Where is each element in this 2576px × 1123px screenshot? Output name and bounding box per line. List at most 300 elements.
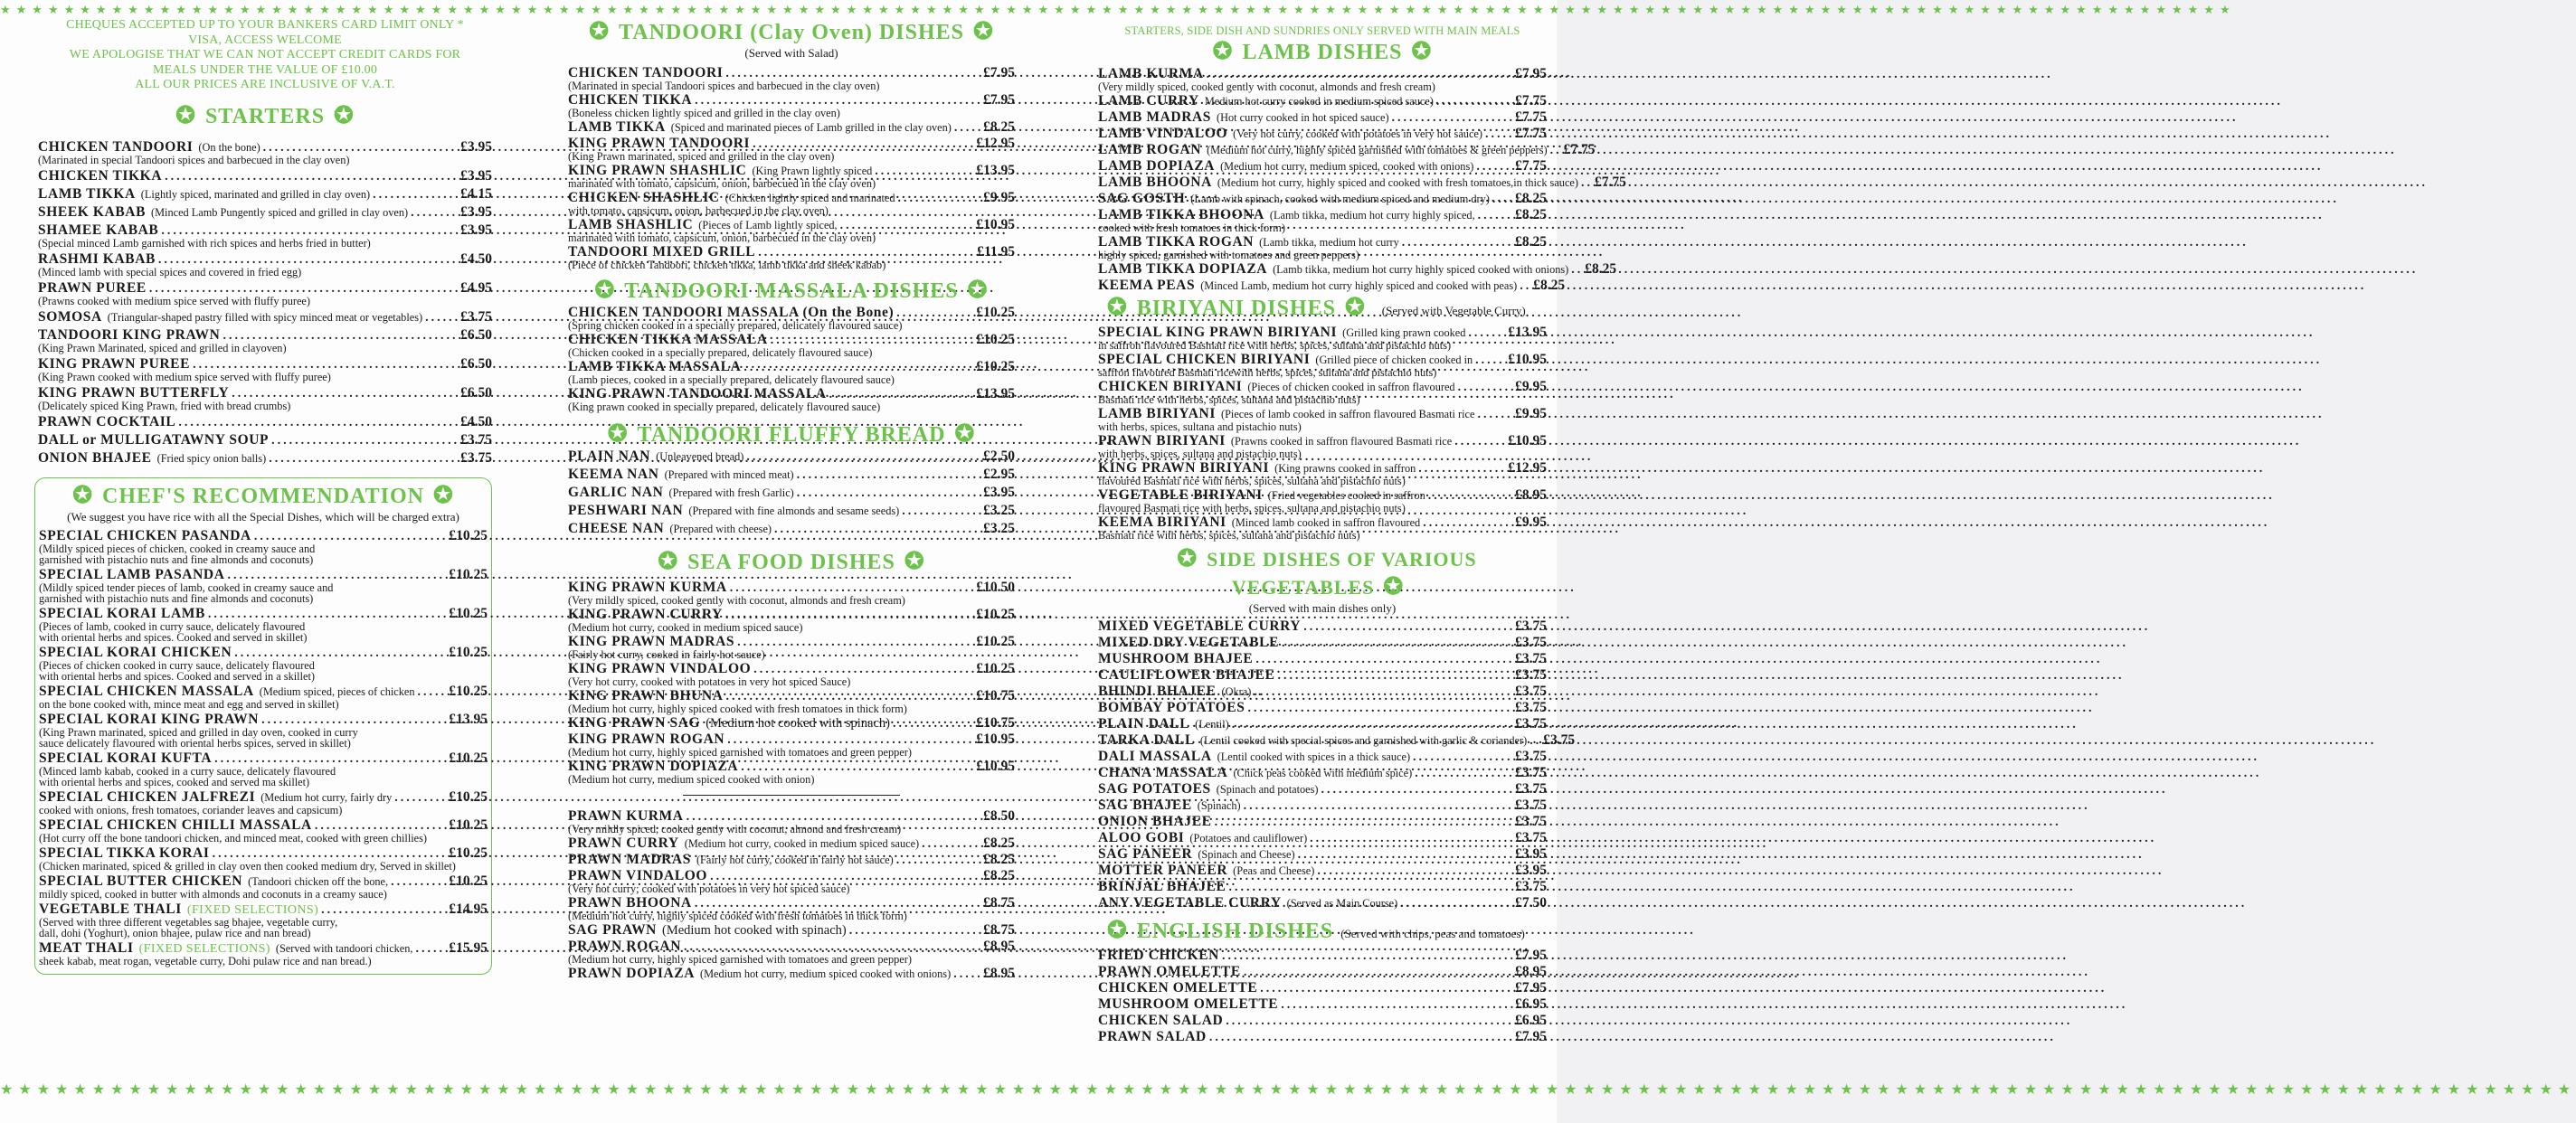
menu-item-price: £10.25: [449, 527, 488, 543]
menu-item-description: (Chicken marinated, spiced & grilled in clay oven then cooked medium dry, Served in skillet): [39, 859, 456, 873]
leader-dots: [1244, 798, 1513, 814]
menu-item-description: sauce delicately flavoured with oriental herbs spices, served in skillet): [39, 736, 351, 750]
menu-item: [1098, 487, 1547, 514]
menu-item: [39, 750, 488, 788]
section-title-text: TANDOORI FLUFFY BREAD: [637, 423, 946, 447]
menu-item: [1098, 191, 1547, 207]
menu-item-line: [39, 684, 488, 700]
menu-item-tag: (FIXED SELECTIONS): [186, 902, 319, 917]
menu-item-name: SPECIAL KORAI KING PRAWN: [39, 711, 260, 727]
menu-item-name: PRAWN BHOONA: [568, 895, 692, 911]
menu-item-name: SAG PANEER: [1098, 846, 1193, 862]
menu-item-name: CHICKEN TIKKA MASSALA: [568, 332, 768, 347]
leader-dots: [1418, 461, 1505, 477]
menu-item-price: £13.95: [976, 386, 1015, 401]
item-list: [1098, 618, 1576, 911]
menu-item-price: £8.95: [983, 939, 1015, 954]
menu-item-price: £8.75: [983, 922, 1015, 938]
menu-item-price: £10.25: [976, 305, 1015, 320]
item-list: [1098, 325, 1547, 542]
menu-item-price: £10.25: [449, 816, 488, 833]
menu-item-name: MOTTER PANEER: [1098, 863, 1228, 878]
star-icon: ✪: [594, 277, 616, 303]
menu-item-inline-desc: (Medium hot curry, cooked in medium spiced sauce): [684, 837, 920, 850]
leader-dots: [1278, 668, 1513, 684]
menu-item-inline-desc: (Grilled king prawn cooked: [1342, 326, 1466, 339]
leader-dots: [1317, 863, 1512, 879]
menu-item-description: (Hot curry off the bone tandoori chicken, and minced meat, cooked with green chillies): [39, 831, 427, 845]
menu-item-name: PRAWN KURMA: [568, 808, 684, 824]
menu-item-price: £3.75: [1515, 716, 1547, 731]
section-title-text: STARTERS: [204, 104, 326, 128]
menu-item: [39, 712, 488, 750]
menu-item-tag: (FIXED SELECTIONS): [138, 941, 270, 956]
menu-item: [568, 922, 1015, 939]
leader-dots: [1209, 1030, 1512, 1045]
menu-item: [568, 305, 1015, 332]
menu-item-name: FRIED CHICKEN: [1098, 948, 1219, 963]
menu-item-name: SAG BHAJEE: [1098, 797, 1192, 813]
leader-dots: [1530, 733, 1540, 749]
menu-item-name: KING PRAWN PUREE: [38, 355, 191, 372]
menu-item-price: £10.75: [976, 688, 1015, 703]
menu-item-description: marinated with tomato, capsicum, onion, barbecued in the clay oven): [568, 177, 876, 190]
menu-item-name: SPECIAL BUTTER CHICKEN: [39, 873, 243, 889]
menu-item-name: ONION BHAJEE: [1098, 814, 1212, 829]
menu-item-line: [568, 448, 1015, 465]
menu-item: [568, 939, 1015, 966]
menu-item: [1098, 514, 1547, 542]
menu-item: [1098, 781, 1547, 797]
menu-item-price: £3.75: [1515, 618, 1547, 634]
leader-dots: [954, 120, 980, 136]
menu-item-description: in saffron flavoured Basmati rice with herbs, spices, sultana and pistachio nuts): [1098, 339, 1452, 352]
menu-item: [38, 186, 492, 203]
menu-item: [568, 65, 1015, 92]
leader-dots: [425, 310, 458, 326]
star-icon: ✪: [1383, 573, 1405, 599]
menu-item-description: (Very mildly spiced, cooked gently with coconut, almonds and fresh cream): [1098, 80, 1435, 93]
menu-item-line: [38, 356, 492, 373]
leader-dots: [1476, 159, 1512, 175]
menu-item-price: £2.50: [983, 448, 1015, 464]
menu-item-price: £3.75: [1515, 651, 1547, 666]
menu-item: [39, 940, 488, 967]
menu-item-line: [1098, 191, 1547, 207]
menu-item-line: [568, 852, 1015, 868]
menu-item-line: [39, 528, 488, 544]
section-title: [38, 102, 492, 130]
menu-item-name: MIXED DRY VEGETABLE: [1098, 635, 1280, 650]
menu-item-name: MUSHROOM BHAJEE: [1098, 651, 1254, 666]
menu-item-description: (Very mildly spiced, cooked gently with coconut, almond and fresh cream): [568, 823, 902, 835]
star-icon: ✪: [175, 101, 196, 128]
leader-dots: [1400, 896, 1512, 911]
leader-dots: [315, 818, 447, 834]
leader-dots: [797, 467, 980, 483]
leader-dots: [1454, 434, 1505, 449]
menu-item-price: £6.95: [1515, 996, 1547, 1012]
menu-item-line: [568, 922, 1015, 939]
section-starters: [38, 102, 492, 467]
star-icon: ✪: [607, 420, 629, 447]
menu-item-line: [1098, 781, 1547, 797]
menu-item-price: £8.25: [983, 868, 1015, 883]
menu-item-line: [1098, 1013, 1547, 1029]
menu-item-line: [1098, 618, 1547, 635]
menu-item-line: [568, 503, 1015, 519]
menu-item-inline-desc: (Lamb tikka, medium hot curry highly spiced,: [1269, 209, 1475, 222]
leader-dots: [896, 853, 980, 868]
menu-item: [39, 528, 488, 566]
menu-item: [38, 414, 492, 430]
leader-dots: [161, 223, 458, 239]
menu-item-line: [568, 715, 1015, 731]
menu-item-price: £10.25: [976, 661, 1015, 676]
menu-item-description: (Minced lamb with special spices and covered in fried egg): [38, 265, 302, 278]
menu-item-name: BRINJAL BHAJEE: [1098, 879, 1226, 894]
menu-item-description: with tomato, capsicum, onion, barbecued in the clay oven): [568, 204, 829, 217]
menu-item-price: £9.95: [1515, 379, 1547, 394]
menu-item: [38, 280, 492, 307]
menu-item-line: [1098, 158, 1547, 175]
menu-item-name: LAMB BIRIYANI: [1098, 406, 1216, 421]
menu-item-name: SAG GOSTH: [1098, 191, 1186, 206]
leader-dots: [208, 607, 446, 622]
menu-item: [1098, 207, 1547, 234]
menu-item: [568, 688, 1015, 715]
payment-notice: [38, 18, 492, 93]
menu-item-name: KING PRAWN ROGAN: [568, 731, 725, 747]
chefs-recommendation-box: [34, 477, 492, 975]
leader-dots: [149, 281, 458, 297]
menu-item-line: [38, 222, 492, 239]
menu-item-line: [568, 966, 1015, 982]
menu-item-name: SPECIAL CHICKEN CHILLI MASSALA: [39, 816, 312, 833]
menu-item-description: (Chicken cooked in a specially prepared, delicately flavoured sauce): [568, 346, 873, 359]
menu-item-inline-desc: (Fried vegetables cooked in saffron: [1267, 489, 1425, 502]
menu-item-price: £3.75: [1543, 732, 1576, 748]
menu-item-description: (Piece of chicken Tandoori, chicken tikka, lamb tikka and sheek kabab): [568, 259, 886, 271]
menu-item-price: £8.25: [1515, 234, 1547, 250]
menu-item: [1098, 1013, 1547, 1029]
menu-item: [1098, 109, 1547, 126]
section-title-text: CHEF'S RECOMMENDATION: [102, 484, 424, 508]
menu-item-price: £3.95: [983, 485, 1015, 500]
menu-item-name: PRAWN CURRY: [568, 835, 679, 851]
leader-dots: [165, 169, 458, 184]
menu-item-name: SPECIAL LAMB PASANDA: [39, 566, 225, 582]
menu-item-price: £10.25: [976, 634, 1015, 649]
menu-item-price: £7.75: [1594, 175, 1626, 190]
menu-item-price: £10.95: [976, 217, 1015, 232]
menu-item-name: KEEMA BIRIYANI: [1098, 514, 1226, 530]
item-list: [568, 580, 1015, 786]
menu-item-inline-desc: (King prawns cooked in saffron: [1274, 462, 1416, 475]
leader-dots: [953, 967, 980, 982]
menu-item-inline-desc: (Medium hot curry, highly spiced and cooked with fresh tomatoes,in thick sauce): [1217, 176, 1578, 189]
menu-item-line: [1098, 879, 1547, 895]
leader-dots: [418, 684, 447, 700]
menu-item: [1098, 158, 1547, 175]
menu-item-line: [1098, 863, 1547, 879]
menu-item-price: £2.95: [983, 467, 1015, 482]
menu-item-line: [1098, 948, 1547, 964]
leader-dots: [1298, 847, 1513, 863]
menu-item-name: SPECIAL CHICKEN MASSALA: [39, 683, 254, 699]
menu-item-name: SPECIAL KORAI LAMB: [39, 605, 205, 621]
menu-item-description: flavoured Basmati rice with herbs, spices, sultana and pistachio nuts): [1098, 502, 1406, 514]
menu-item-name: KING PRAWN DOPIAZA: [568, 759, 739, 774]
menu-item-description: with herbs, spices, sultana and pistachio nuts): [1098, 420, 1302, 433]
menu-item-price: £3.25: [983, 503, 1015, 518]
section-seafood: [568, 548, 1015, 982]
menu-item: [1098, 684, 1547, 700]
menu-item-line: [1098, 716, 1547, 732]
menu-item-description: (Medium hot curry, highly spiced garnished with tomatoes and green pepper): [568, 953, 912, 966]
menu-item: [1098, 66, 1547, 93]
menu-item-price: £13.95: [449, 711, 488, 727]
leader-dots: [373, 187, 458, 203]
menu-item: [38, 309, 492, 326]
menu-item-name: CHICKEN SALAD: [1098, 1013, 1224, 1028]
menu-item-name: BHINDI BHAJEE: [1098, 684, 1217, 699]
menu-item: [568, 163, 1015, 190]
menu-item-price: £13.95: [976, 163, 1015, 178]
menu-item-description: with herbs, spices, sultana and pistachio nuts): [1098, 448, 1302, 460]
menu-item: [1098, 980, 1547, 996]
menu-item-inline-desc: (Lentil): [1195, 718, 1229, 731]
item-list: [39, 528, 488, 967]
item-list: [1098, 66, 1626, 294]
leader-dots: [1310, 831, 1512, 846]
menu-item-line: [39, 645, 488, 661]
menu-item-price: £7.75: [1515, 126, 1547, 141]
menu-item: [568, 661, 1015, 688]
menu-item-name: MIXED VEGETABLE CURRY: [1098, 618, 1302, 634]
menu-item: [1098, 879, 1547, 895]
leader-dots: [1468, 326, 1505, 341]
menu-item-price: £3.75: [1515, 684, 1547, 699]
leader-dots: [897, 191, 980, 206]
section-title-text: SEA FOOD DISHES: [687, 551, 895, 574]
menu-item: [39, 901, 488, 939]
menu-item-name: LAMB CURRY: [1098, 93, 1199, 109]
menu-item-inline-desc: (Prepared with minced meat): [664, 468, 794, 481]
menu-item-name: CHICKEN SHASHLIC: [568, 190, 720, 205]
menu-item-description: on the bone cooked with, mince meat and egg and served in skillet): [39, 697, 339, 711]
menu-item-price: £4.50: [460, 413, 492, 429]
menu-item-description: (Marinated in special Tandoori spices and barbecued in the clay oven): [38, 153, 350, 166]
menu-item-line: [1098, 651, 1547, 667]
menu-item-line: [568, 835, 1015, 852]
menu-item-line: [38, 186, 492, 203]
menu-item-price: £3.75: [460, 431, 492, 448]
menu-item-line: [39, 789, 488, 806]
menu-item: [38, 432, 492, 448]
section-title-text: ENGLISH DISHES: [1136, 920, 1334, 943]
menu-item-price: £15.95: [449, 939, 488, 956]
menu-item-name: LAMB MADRAS: [1098, 109, 1211, 125]
menu-item: [568, 244, 1015, 271]
menu-item: [1098, 732, 1576, 749]
section-title: [1098, 294, 1547, 325]
section-title: [568, 18, 1015, 46]
leader-dots: [1226, 1014, 1512, 1029]
menu-item-name: ALOO GOBI: [1098, 830, 1185, 845]
leader-dots: [1392, 110, 1513, 126]
menu-item: [38, 251, 492, 278]
menu-item: [1098, 325, 1547, 352]
menu-item: [568, 521, 1015, 537]
menu-item-price: £7.95: [983, 92, 1015, 108]
star-icon: ✪: [1212, 38, 1234, 64]
leader-dots: [1228, 880, 1512, 895]
section-biriyani: [1098, 294, 1547, 542]
menu-item-description: sheek kabab, meat rogan, vegetable curry, Dohi pulaw rice and nan bread.): [39, 954, 372, 967]
notice-line: CHEQUES ACCEPTED UP TO YOUR BANKERS CARD LIMIT ONLY *: [66, 18, 464, 32]
menu-item-line: [1098, 980, 1547, 996]
menu-item-name: VEGETABLE BIRIYANI: [1098, 487, 1263, 503]
leader-dots: [213, 846, 447, 862]
item-list: [568, 808, 1015, 982]
menu-item-name: SPECIAL KORAI KUFTA: [39, 750, 213, 766]
section-title: [1098, 917, 1547, 948]
leader-dots: [158, 252, 458, 268]
menu-item-name: SPECIAL CHICKEN JALFREZI: [39, 788, 256, 805]
menu-item-inline-desc: (Grilled piece of chicken cooked in: [1315, 354, 1473, 366]
menu-item: [1098, 234, 1547, 261]
menu-item: [1098, 352, 1547, 379]
menu-item-name: RASHMI KABAB: [38, 250, 156, 267]
menu-item: [1098, 797, 1547, 814]
leader-dots: [1247, 701, 1512, 716]
menu-item-name: KING PRAWN SHASHLIC: [568, 163, 747, 178]
section-lamb: [1098, 38, 1626, 294]
menu-item-name: GARLIC NAN: [568, 485, 664, 500]
leader-dots: [1413, 750, 1512, 765]
menu-item-price: £10.95: [976, 731, 1015, 747]
menu-item-price: £3.95: [1515, 863, 1547, 878]
section-tandoori: [568, 18, 1015, 271]
notice-line: VISA, ACCESS WELCOME: [188, 33, 342, 47]
menu-item-description: (King Prawn marinated, spiced and grilled in the clay oven): [568, 150, 835, 163]
menu-item-name: KING PRAWN BIRIYANI: [1098, 460, 1270, 476]
menu-item-name: SPECIAL KING PRAWN BIRIYANI: [1098, 325, 1338, 340]
star-icon: ✪: [954, 420, 976, 447]
menu-item-inline-desc: (Medium hot curry, highly spiced garnished with tomatoes & green peppers): [1207, 144, 1548, 156]
menu-item-line: [1098, 1029, 1547, 1045]
menu-item-inline-desc: (Minced lamb cooked in saffron flavoured: [1231, 516, 1421, 529]
menu-item-name: BOMBAY POTATOES: [1098, 700, 1245, 715]
menu-item-description: mildly spiced, cooked in butter with almonds and coconuts in a creamy sauce): [39, 887, 387, 901]
menu-item: [568, 190, 1015, 217]
star-icon: ✪: [658, 548, 679, 574]
menu-item-line: [1098, 797, 1547, 814]
menu-item: [38, 385, 492, 412]
menu-item-description: (King Prawn marinated, spiced and grilled in day oven, cooked in curry: [39, 725, 358, 739]
menu-item-inline-desc: (Medium spiced, pieces of chicken: [259, 684, 415, 698]
menu-item-name: TANDOORI MIXED GRILL: [568, 244, 756, 260]
menu-item-inline-desc: (Medium hot curry, fairly dry: [260, 790, 393, 804]
menu-item-description: dall, dohi (Yoghurt), onion bhajee, pulaw rice and nan bread): [39, 926, 311, 939]
leader-dots: [746, 449, 980, 465]
section-english: [1098, 917, 1547, 1045]
menu-item-line: [38, 432, 492, 448]
menu-item: [1098, 765, 1547, 781]
star-icon: ✪: [904, 548, 925, 574]
menu-item-description: (Boneless chicken lightly spiced and grilled in the clay oven): [568, 107, 840, 119]
menu-item-inline-desc: (Prepared with cheese): [669, 523, 772, 535]
menu-item-inline-desc: (Pieces of Lamb lightly spiced,: [698, 219, 838, 231]
column-right: [1098, 18, 1626, 1045]
menu-item-inline-desc: Medium hot curry cooked in medium spiced sauce): [1204, 95, 1434, 108]
menu-item-description: (Marinated in special Tandoori spices and barbecued in the clay oven): [568, 80, 880, 92]
menu-item-price: £6.50: [460, 384, 492, 401]
top-star-border: ★★★★★★★★★★★★★★★★★★★★★★★★★★★★★★★★★★★★★★★★★★★★★★★★★★★★★★★★★★★★★★★★★★★★★★★★★★★★★★★★★★★★★★★★★★★★★★★★★★★★★★★★★★★★★★★★★★★★★★★★★★★★★★★★★★★★★★★★★★★★: [0, 3, 2236, 16]
menu-item-name: DALI MASSALA: [1098, 749, 1212, 764]
section-title-text: BIRIYANI DISHES: [1136, 297, 1336, 320]
leader-dots: [1255, 652, 1512, 667]
menu-item-description: with oriental herbs and spices. Cooked and served in skillet): [39, 630, 308, 644]
leader-dots: [797, 486, 980, 501]
menu-item-line: [39, 606, 488, 622]
menu-item-name: SPECIAL CHICKEN PASANDA: [39, 527, 251, 543]
menu-item: [568, 607, 1015, 634]
menu-item: [38, 327, 492, 354]
menu-item-line: [1098, 175, 1626, 191]
menu-item-line: [39, 750, 488, 767]
menu-item-price: £3.75: [1515, 814, 1547, 829]
menu-item-price: £7.95: [983, 65, 1015, 80]
leader-dots: [1478, 208, 1512, 223]
menu-item-name: CHICKEN BIRIYANI: [1098, 379, 1243, 394]
leader-dots: [1571, 262, 1582, 278]
menu-item-line: [1098, 895, 1547, 911]
menu-item-description: cooked with fresh tomatoes in thick form): [1098, 222, 1285, 234]
menu-item-name: PRAWN MADRAS: [568, 852, 691, 867]
leader-dots: [232, 386, 458, 401]
leader-dots: [922, 836, 980, 852]
menu-item-price: £10.50: [976, 580, 1015, 595]
notice-line: MEALS UNDER THE VALUE OF £10.00: [152, 62, 378, 77]
menu-item: [1098, 667, 1547, 684]
menu-item-description: (Mildly spiced pieces of chicken, cooked in creamy sauce and: [39, 542, 316, 555]
column-middle: [568, 18, 1015, 982]
item-list: [38, 139, 492, 467]
menu-item-name: SHAMEE KABAB: [38, 222, 159, 238]
menu-item-name: VEGETABLE THALI: [39, 901, 182, 917]
menu-item-line: [568, 467, 1015, 483]
item-list: [568, 305, 1015, 413]
menu-item-name: LAMB TIKKA MASSALA: [568, 359, 742, 374]
menu-item-name: CAULIFLOWER BHAJEE: [1098, 667, 1275, 683]
section-title: [1098, 545, 1547, 601]
menu-item: [568, 895, 1015, 922]
menu-item-inline-desc: (Chick peas cooked with medium spice): [1233, 767, 1413, 779]
item-list: [1098, 948, 1547, 1045]
leader-dots: [1402, 235, 1512, 250]
menu-item: [568, 966, 1015, 982]
leader-dots: [1303, 619, 1512, 635]
menu-item-price: £7.95: [1515, 948, 1547, 963]
leader-dots: [394, 790, 446, 806]
menu-item-inline-desc: (Medium hot cooked with spinach): [661, 923, 847, 938]
menu-item-name: SPECIAL KORAI CHICKEN: [39, 644, 232, 660]
menu-item-line: [38, 309, 492, 326]
menu-item-price: £8.25: [983, 835, 1015, 851]
menu-item-line: [1098, 964, 1547, 980]
